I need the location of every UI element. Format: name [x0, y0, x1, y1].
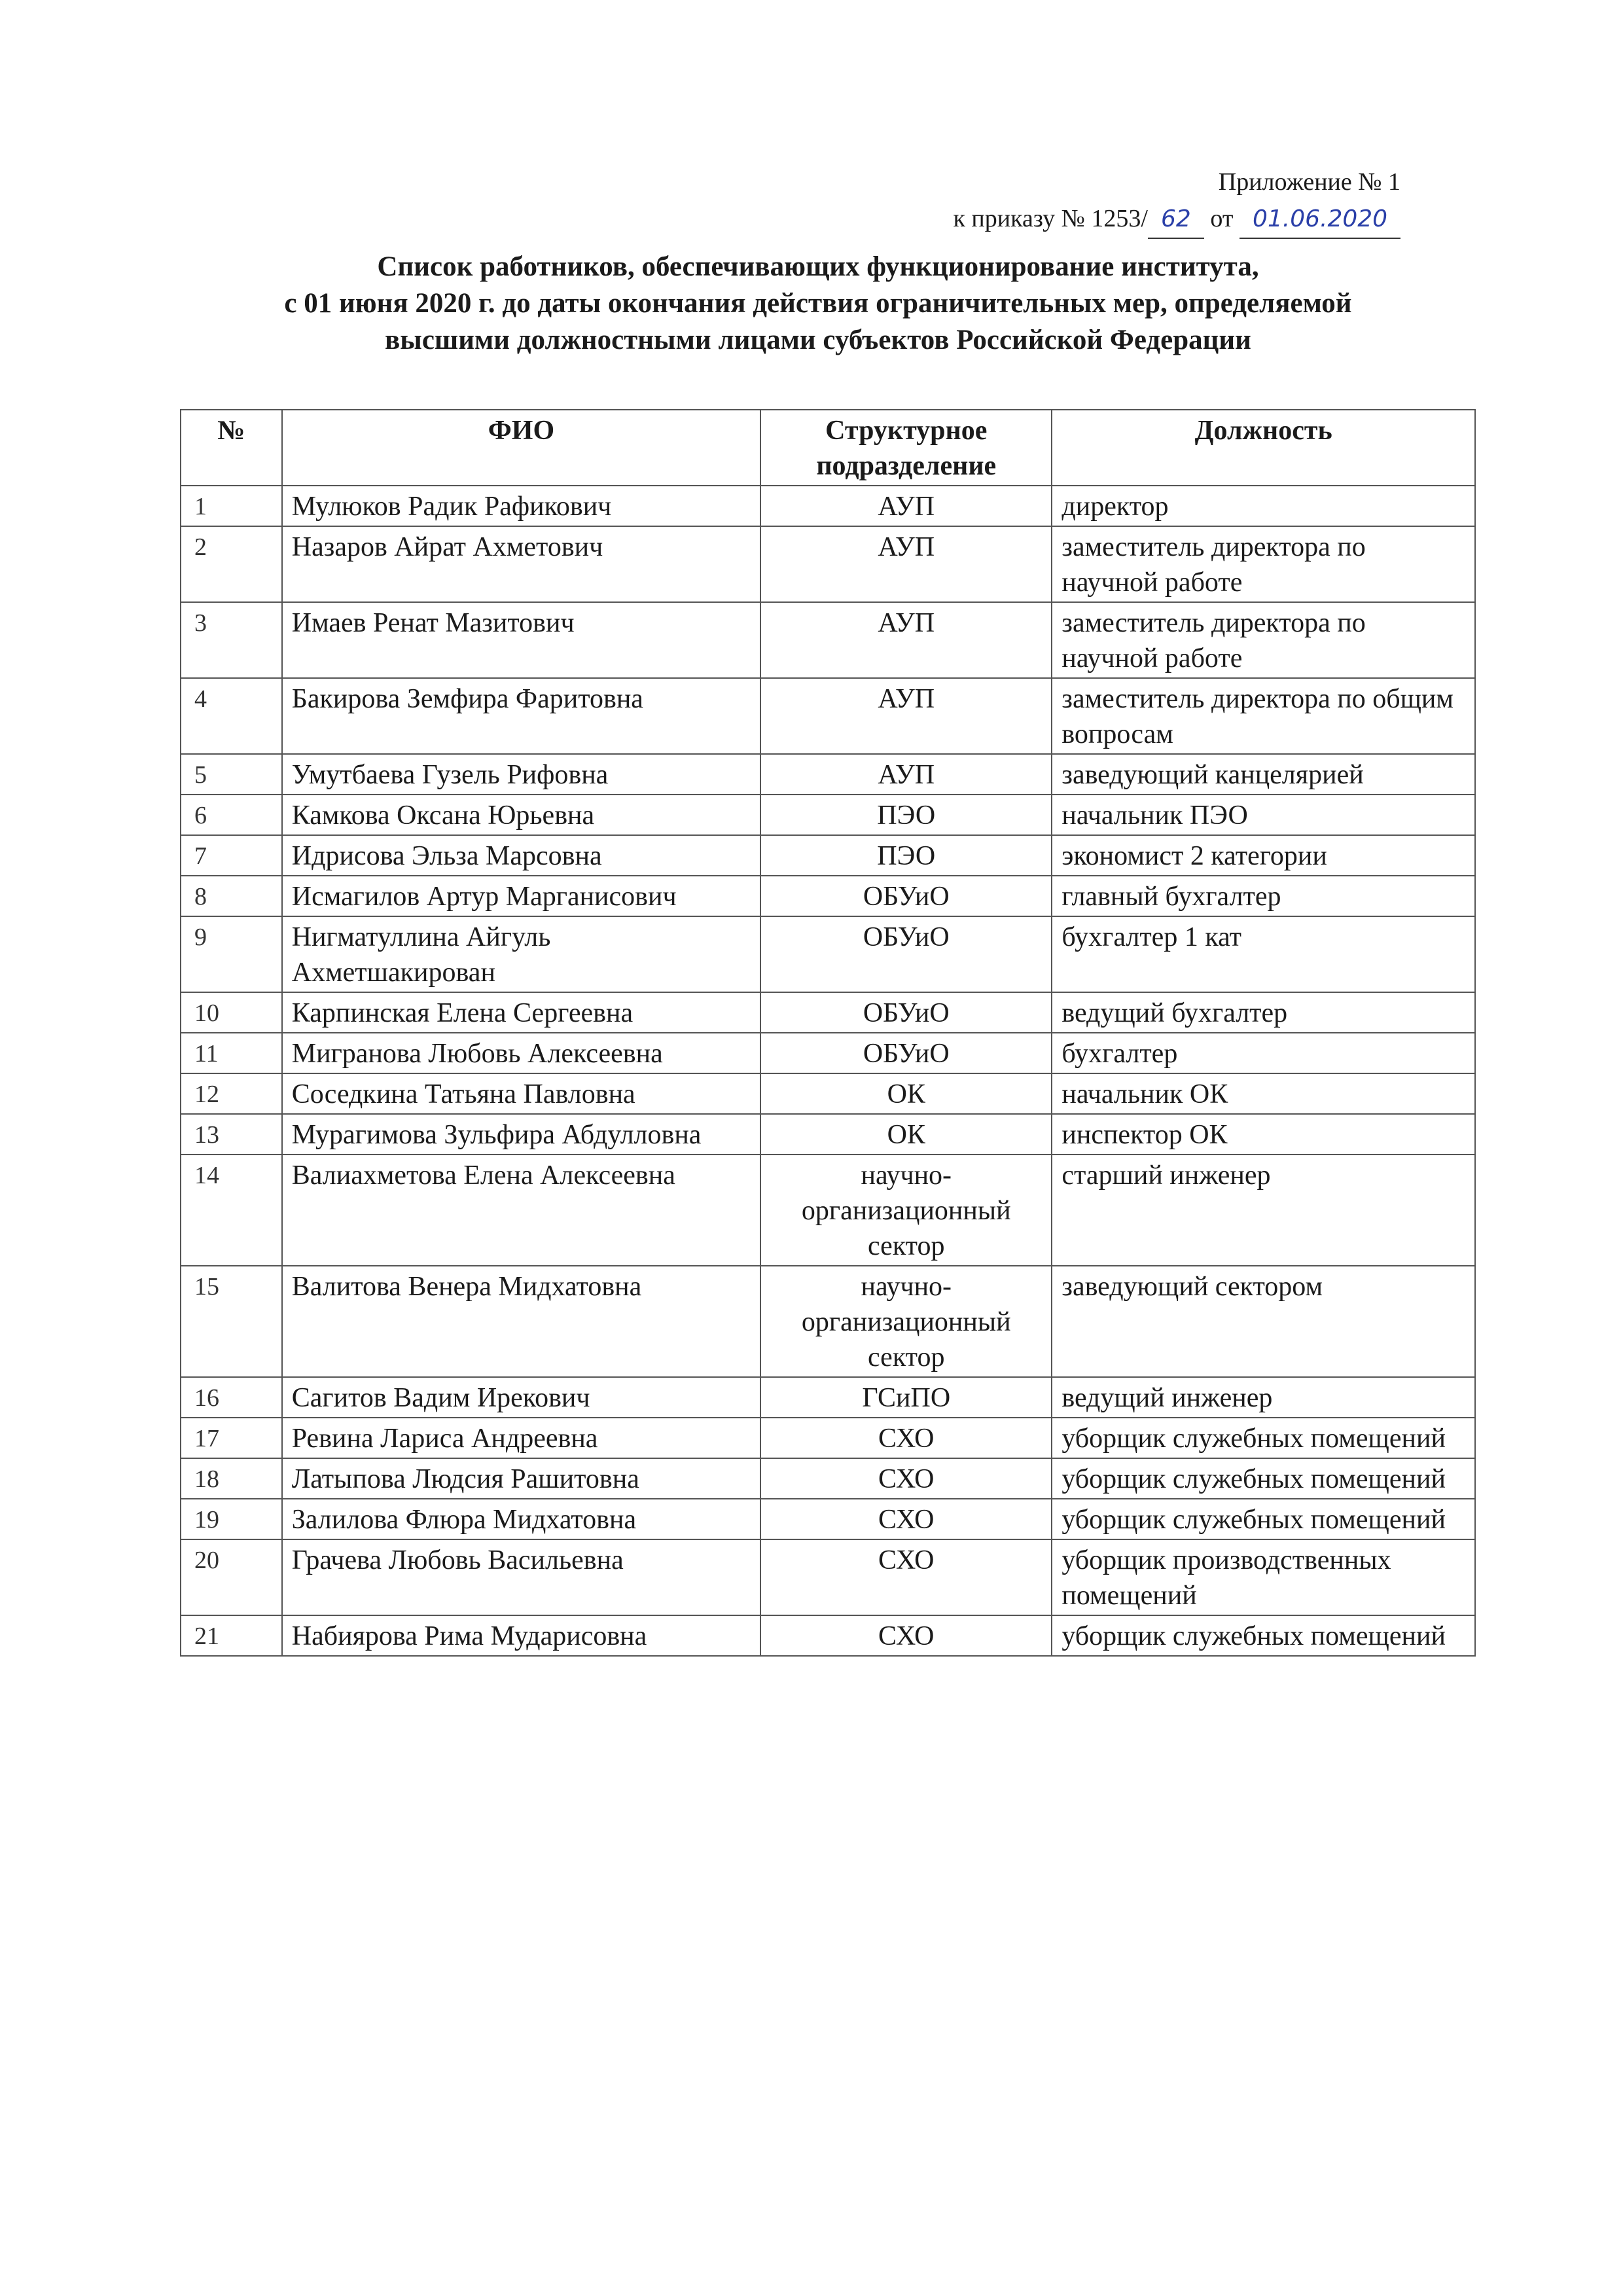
position: ведущий инженер	[1052, 1377, 1475, 1418]
table-header-row	[181, 410, 1475, 486]
table-row	[181, 916, 1475, 992]
department: АУП	[760, 486, 1052, 526]
position: уборщик служебных помещений	[1052, 1418, 1475, 1458]
title-line-1: Список работников, обеспечивающих функционирование института,	[377, 251, 1259, 282]
appendix-block	[953, 164, 1400, 239]
row-number: 9	[181, 916, 282, 992]
table-row	[181, 1377, 1475, 1418]
table-row	[181, 1418, 1475, 1458]
table-row	[181, 526, 1475, 602]
employee-name: Валиахметова Елена Алексеевна	[282, 1155, 760, 1266]
employee-name: Мурагимова Зульфира Абдулловна	[282, 1114, 760, 1155]
row-number: 19	[181, 1499, 282, 1539]
department: СХО	[760, 1499, 1052, 1539]
table-row	[181, 1033, 1475, 1073]
employee-name: Ревина Лариса Андреевна	[282, 1418, 760, 1458]
position: бухгалтер	[1052, 1033, 1475, 1073]
row-number: 3	[181, 602, 282, 678]
table-row	[181, 486, 1475, 526]
employee-name: Латыпова Людсия Рашитовна	[282, 1458, 760, 1499]
table-row	[181, 876, 1475, 916]
row-number: 10	[181, 992, 282, 1033]
row-number: 11	[181, 1033, 282, 1073]
row-number: 12	[181, 1073, 282, 1114]
employee-name: Нигматуллина Айгуль Ахметшакирован	[282, 916, 760, 992]
row-number: 20	[181, 1539, 282, 1615]
row-number: 16	[181, 1377, 282, 1418]
employee-name: Грачева Любовь Васильевна	[282, 1539, 760, 1615]
position: начальник ОК	[1052, 1073, 1475, 1114]
position: экономист 2 категории	[1052, 835, 1475, 876]
position: главный бухгалтер	[1052, 876, 1475, 916]
table-row	[181, 1615, 1475, 1656]
row-number: 4	[181, 678, 282, 754]
table-row	[181, 678, 1475, 754]
department: ОБУиО	[760, 1033, 1052, 1073]
employee-name: Валитова Венера Мидхатовна	[282, 1266, 760, 1377]
position: бухгалтер 1 кат	[1052, 916, 1475, 992]
position: заместитель директора по научной работе	[1052, 526, 1475, 602]
department: ОБУиО	[760, 916, 1052, 992]
staff-table-body	[181, 486, 1475, 1656]
row-number: 2	[181, 526, 282, 602]
table-row	[181, 835, 1475, 876]
position: ведущий бухгалтер	[1052, 992, 1475, 1033]
title-line-2: с 01 июня 2020 г. до даты окончания действия ограничительных мер, определяемой	[284, 288, 1352, 319]
department: ОБУиО	[760, 876, 1052, 916]
position: заместитель директора по научной работе	[1052, 602, 1475, 678]
department: научно-организационный сектор	[760, 1155, 1052, 1266]
table-row	[181, 754, 1475, 795]
order-prefix: к приказу № 1253/	[953, 205, 1148, 232]
employee-name: Камкова Оксана Юрьевна	[282, 795, 760, 835]
department: ОК	[760, 1114, 1052, 1155]
table-row	[181, 1155, 1475, 1266]
column-header-position: Должность	[1052, 410, 1475, 486]
row-number: 5	[181, 754, 282, 795]
department: АУП	[760, 526, 1052, 602]
order-number-handwritten: 62	[1148, 201, 1204, 239]
department: СХО	[760, 1418, 1052, 1458]
position: начальник ПЭО	[1052, 795, 1475, 835]
department: АУП	[760, 678, 1052, 754]
department: СХО	[760, 1539, 1052, 1615]
column-header-number: №	[181, 410, 282, 486]
position: заведующий сектором	[1052, 1266, 1475, 1377]
row-number: 17	[181, 1418, 282, 1458]
employee-name: Бакирова Земфира Фаритовна	[282, 678, 760, 754]
position: заместитель директора по общим вопросам	[1052, 678, 1475, 754]
employee-name: Исмагилов Артур Марганисович	[282, 876, 760, 916]
row-number: 15	[181, 1266, 282, 1377]
table-row	[181, 1458, 1475, 1499]
table-row	[181, 1073, 1475, 1114]
position: уборщик служебных помещений	[1052, 1499, 1475, 1539]
employee-name: Умутбаева Гузель Рифовна	[282, 754, 760, 795]
department: ГСиПО	[760, 1377, 1052, 1418]
department: ПЭО	[760, 835, 1052, 876]
document-title	[170, 249, 1466, 359]
row-number: 7	[181, 835, 282, 876]
position: старший инженер	[1052, 1155, 1475, 1266]
order-date-handwritten: 01.06.2020	[1240, 201, 1400, 239]
employee-name: Залилова Флюра Мидхатовна	[282, 1499, 760, 1539]
order-reference	[953, 200, 1400, 239]
table-row	[181, 1539, 1475, 1615]
department: научно-организационный сектор	[760, 1266, 1052, 1377]
employee-name: Соседкина Татьяна Павловна	[282, 1073, 760, 1114]
row-number: 21	[181, 1615, 282, 1656]
row-number: 14	[181, 1155, 282, 1266]
department: АУП	[760, 602, 1052, 678]
department: ПЭО	[760, 795, 1052, 835]
department: ОБУиО	[760, 992, 1052, 1033]
position: уборщик служебных помещений	[1052, 1615, 1475, 1656]
position: директор	[1052, 486, 1475, 526]
employee-name: Набиярова Рима Мударисовна	[282, 1615, 760, 1656]
table-row	[181, 1114, 1475, 1155]
employee-name: Имаев Ренат Мазитович	[282, 602, 760, 678]
department: ОК	[760, 1073, 1052, 1114]
appendix-heading: Приложение № 1	[1218, 168, 1400, 196]
row-number: 8	[181, 876, 282, 916]
row-number: 18	[181, 1458, 282, 1499]
column-header-fio: ФИО	[282, 410, 760, 486]
position: уборщик служебных помещений	[1052, 1458, 1475, 1499]
employee-name: Мулюков Радик Рафикович	[282, 486, 760, 526]
employee-name: Карпинская Елена Сергеевна	[282, 992, 760, 1033]
row-number: 13	[181, 1114, 282, 1155]
table-row	[181, 1266, 1475, 1377]
employee-name: Сагитов Вадим Ирекович	[282, 1377, 760, 1418]
row-number: 6	[181, 795, 282, 835]
employee-name: Назаров Айрат Ахметович	[282, 526, 760, 602]
employee-name: Идрисова Эльза Марсовна	[282, 835, 760, 876]
table-row	[181, 992, 1475, 1033]
table-row	[181, 795, 1475, 835]
column-header-department: Структурное подразделение	[760, 410, 1052, 486]
department: СХО	[760, 1615, 1052, 1656]
table-row	[181, 1499, 1475, 1539]
position: заведующий канцелярией	[1052, 754, 1475, 795]
employee-name: Мигранова Любовь Алексеевна	[282, 1033, 760, 1073]
row-number: 1	[181, 486, 282, 526]
position: уборщик производственных помещений	[1052, 1539, 1475, 1615]
department: СХО	[760, 1458, 1052, 1499]
title-line-3: высшими должностными лицами субъектов Российской Федерации	[385, 325, 1251, 355]
position: инспектор ОК	[1052, 1114, 1475, 1155]
department: АУП	[760, 754, 1052, 795]
staff-table	[180, 409, 1476, 1657]
from-label: от	[1210, 205, 1234, 232]
table-row	[181, 602, 1475, 678]
